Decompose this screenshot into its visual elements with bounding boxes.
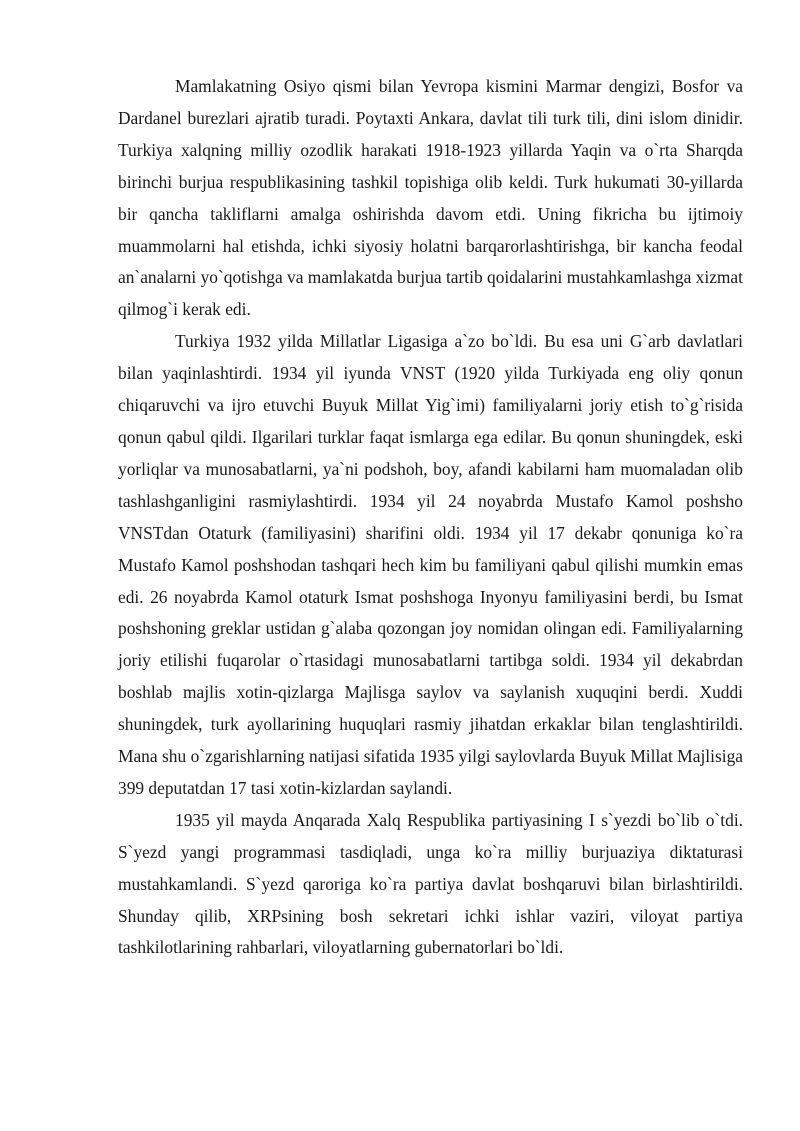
paragraph-1: Mamlakatning Osiyo qismi bilan Yevropa kismini Marmar dengizi, Bosfor va Dardanel burezlari ajratib turadi. Poytaxti Ankara, davlat tili turk tili, dini islom dinidir. Turkiya xalqning milliy ozodlik harakati 1918-1923 yillarda Yaqin va o`rta Sharqda birinchi burjua respublikasining tashkil topishiga olib keldi. Turk hukumati 30-yillarda bir qancha takliflarni amalga oshirishda davom etdi. Uning fikricha bu ijtimoiy muammolarni hal etishda, ichki siyosiy holatni barqarorlashtirishga, bir kancha feodal an`analarni yo`qotishga va mamlakatda burjua tartib qoidalarini mustahkamlashga xizmat qilmog`i kerak edi. — [118, 76, 743, 320]
paragraph-3: 1935 yil mayda Anqarada Xalq Respublika partiyasining I s`yezdi bo`lib o`tdi. S`yezd yangi programmasi tasdiqladi, unga ko`ra milliy burjuaziya diktaturasi mustahkamlandi. S`yezd qaroriga ko`ra partiya davlat boshqaruvi bilan birlashtirildi. Shunday qilib, XRPsining bosh sekretari ichki ishlar vaziri, viloyat partiya tashkilotlarining rahbarlari, viloyatlarning gubernatorlari bo`ldi. — [118, 809, 743, 958]
document-page — [118, 71, 743, 964]
paragraph-2: Turkiya 1932 yilda Millatlar Ligasiga a`zo bo`ldi. Bu esa uni G`arb davlatlari bilan yaqinlashtirdi. 1934 yil iyunda VNST (1920 yilda Turkiyada eng oliy qonun chiqaruvchi va ijro etuvchi Buyuk Millat Yig`imi) familiyalarni joriy etish to`g`risida qonun qabul qildi. Ilgarilari turklar faqat ismlarga ega edilar. Bu qonun shuningdek, eski yorliqlar va munosabatlarni, ya`ni podshoh, boy, afandi kabilarni ham muomaladan olib tashlashganligini rasmiylashtirdi. 1934 yil 24 noyabrda Mustafo Kamol poshsho VNSTdan Otaturk (familiyasini) sharifini oldi. 1934 yil 17 dekabr qonuniga ko`ra Mustafo Kamol poshshodan tashqari hech kim bu familiyani qabul qilishi mumkin emas edi. 26 noyabrda Kamol otaturk Ismat poshshoga Inyonyu familiyasini berdi, bu Ismat poshshoning greklar ustidan g`alaba qozongan joy nomidan olingan edi. Familiyalarning joriy etilishi fuqarolar o`rtasidagi munosabatlarni tartibga soldi. 1934 yil dekabrdan boshlab majlis xotin-qizlarga Majlisga saylov va saylanish xuquqini berdi. Xuddi shuningdek, turk ayollarining huquqlari rasmiy jihatdan erkaklar bilan tenglashtirildi. Mana shu o`zgarishlarning natijasi sifatida 1935 yilgi saylovlarda Buyuk Millat Majlisiga 399 deputatdan 17 tasi xotin-kizlardan saylandi. — [118, 331, 743, 798]
